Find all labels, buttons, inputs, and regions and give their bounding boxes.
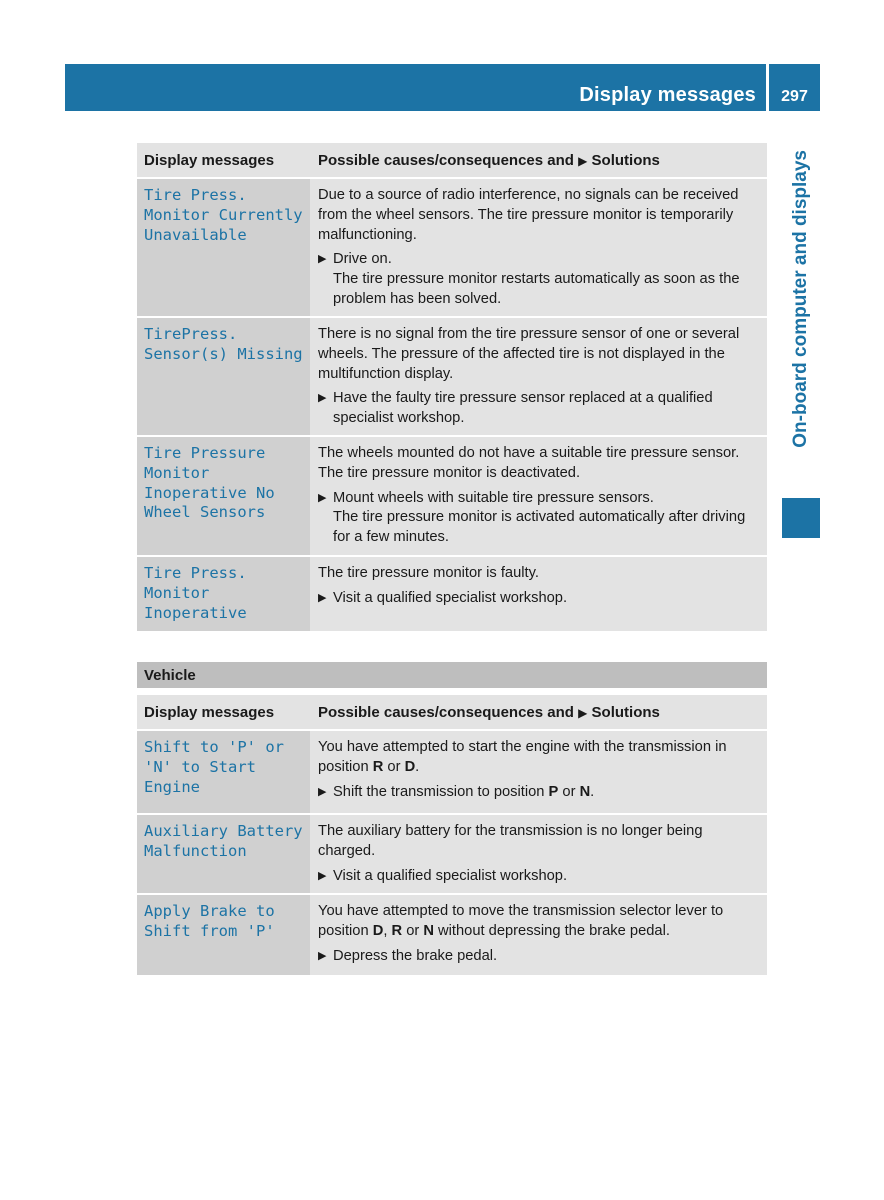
position-d-label: D <box>404 758 416 775</box>
column-header-causes <box>310 695 767 729</box>
cause-text: Due to a source of radio interference, no signals can be received from the wheel sensors. The tire pressure monitor is temporarily malfunctioning. <box>318 187 739 243</box>
display-message: TirePress. Sensor(s) Missing <box>137 318 310 435</box>
step-arrow-icon: ▶ <box>318 253 327 266</box>
tire-pressure-table <box>137 143 767 631</box>
table-row <box>137 437 767 557</box>
cause-text-part: You have attempted to start the engine with the transmission in position <box>318 739 727 775</box>
display-message: Tire Pressure Monitor Inoperative No Wheel Sensors <box>137 437 310 555</box>
position-p-label: P <box>548 783 559 800</box>
cause-text-part: or <box>383 758 405 775</box>
solution-step <box>318 389 760 429</box>
position-d-label: D <box>372 922 384 939</box>
message-description <box>310 437 767 555</box>
section-title: Vehicle <box>144 667 196 684</box>
step-arrow-icon: ▶ <box>318 591 327 604</box>
cause-text-part: You have attempted to move the transmission selector lever to position <box>318 903 724 939</box>
column-header-causes-text: Possible causes/consequences and <box>318 152 574 169</box>
column-header-display-messages: Display messages <box>137 695 310 729</box>
column-header-display-messages: Display messages <box>137 143 310 177</box>
position-n-label: N <box>423 922 434 939</box>
step-text: Visit a qualified specialist workshop. <box>333 589 568 606</box>
section-header-bar <box>137 662 767 688</box>
step-text-part: . <box>590 783 595 800</box>
vehicle-table <box>137 695 767 975</box>
table-row <box>137 895 767 975</box>
table-row <box>137 731 767 815</box>
table-row <box>137 815 767 895</box>
solution-arrow-icon: ▶ <box>578 706 588 720</box>
step-arrow-icon: ▶ <box>318 785 327 798</box>
step-text: Depress the brake pedal. <box>333 947 498 964</box>
display-message: Auxiliary Battery Malfunction <box>137 815 310 893</box>
solution-step <box>318 947 760 967</box>
side-tab <box>782 150 820 490</box>
table-header-row <box>137 695 767 731</box>
display-message: Tire Press. Monitor Currently Unavailable <box>137 179 310 316</box>
display-message: Shift to 'P' or 'N' to Start Engine <box>137 731 310 813</box>
cause-text <box>318 902 760 942</box>
solution-arrow-icon: ▶ <box>578 154 588 168</box>
page-number: 297 <box>781 88 808 105</box>
column-header-causes <box>310 143 767 177</box>
message-description <box>310 895 767 975</box>
table-header-row <box>137 143 767 179</box>
display-message: Tire Press. Monitor Inoperative <box>137 557 310 631</box>
message-description <box>310 557 767 631</box>
step-arrow-icon: ▶ <box>318 491 327 504</box>
solution-step <box>318 250 760 309</box>
page-number-box <box>769 64 820 111</box>
step-note: The tire pressure monitor is activated automatically after driving for a few minutes. <box>333 509 746 546</box>
step-text: Visit a qualified specialist workshop. <box>333 867 568 884</box>
message-description <box>310 179 767 316</box>
table-row <box>137 179 767 318</box>
solution-step <box>318 783 760 803</box>
display-message: Apply Brake to Shift from 'P' <box>137 895 310 975</box>
message-description <box>310 731 767 813</box>
column-header-solutions-text: Solutions <box>591 704 660 721</box>
header-bar <box>65 64 766 111</box>
table-row <box>137 557 767 631</box>
solution-step <box>318 867 760 887</box>
cause-text-part: or <box>402 922 424 939</box>
cause-text: There is no signal from the tire pressure sensor of one or several wheels. The pressure of the affected tire is not displayed in the multifunction display. <box>318 326 740 382</box>
step-text: Mount wheels with suitable tire pressure sensors. <box>333 489 654 506</box>
solution-step <box>318 489 760 548</box>
cause-text: The tire pressure monitor is faulty. <box>318 565 539 581</box>
message-description <box>310 318 767 435</box>
cause-text: The wheels mounted do not have a suitable tire pressure sensor. The tire pressure monitor is deactivated. <box>318 445 740 481</box>
solution-step <box>318 589 760 609</box>
cause-text: The auxiliary battery for the transmission is no longer being charged. <box>318 823 703 859</box>
cause-text-part: . <box>415 758 420 775</box>
side-tab-marker <box>782 498 820 538</box>
step-arrow-icon: ▶ <box>318 949 327 962</box>
position-r-label: R <box>391 922 403 939</box>
position-r-label: R <box>372 758 384 775</box>
step-text: Have the faulty tire pressure sensor replaced at a qualified specialist workshop. <box>333 390 713 427</box>
position-n-label: N <box>579 783 591 800</box>
cause-text-part: , <box>383 922 392 939</box>
step-text-part: or <box>558 783 580 800</box>
step-text <box>333 783 594 803</box>
table-row <box>137 318 767 437</box>
step-text-part: Shift the transmission to position <box>333 783 549 800</box>
step-arrow-icon: ▶ <box>318 869 327 882</box>
message-description <box>310 815 767 893</box>
cause-text-part: without depressing the brake pedal. <box>433 922 670 939</box>
step-text: Drive on. <box>333 251 392 268</box>
column-header-solutions-text: Solutions <box>591 152 660 169</box>
cause-text <box>318 738 760 778</box>
page-title: Display messages <box>579 84 756 106</box>
column-header-causes-text: Possible causes/consequences and <box>318 704 574 721</box>
step-note: The tire pressure monitor restarts automatically as soon as the problem has been solved. <box>333 271 740 307</box>
side-tab-label: On-board computer and displays <box>790 150 811 448</box>
step-arrow-icon: ▶ <box>318 392 327 405</box>
